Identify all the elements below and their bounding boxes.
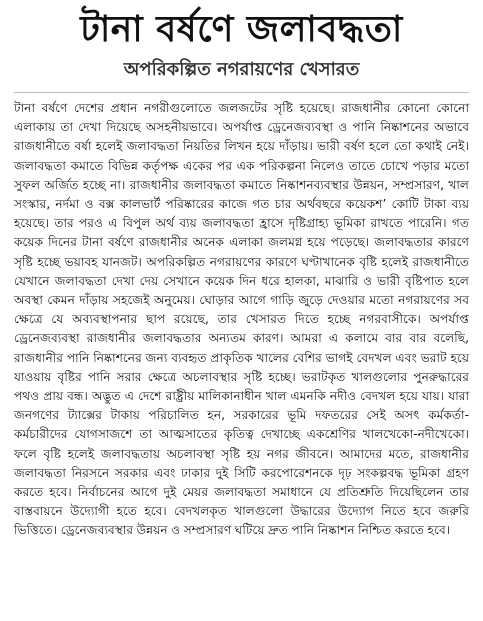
subheadline: অপরিকল্পিত নগরায়ণের খেসারত (123, 59, 360, 80)
article-body: টানা বর্ষণে দেশের প্রধান নগরীগুলোতে জলজটের সৃষ্টি হয়েছে। রাজধানীর কোনো কোনো এলাকায় তা দেখা দিয়েছে অসহনীয়ভাবে। অপর্যাপ্ত ড্রেনেজব্যবস্থা ও পানি নিষ্কাশনের অভাবে রাজধানীতে বর্ষা হলেই জলাবদ্ধতা নিয়তির লিখন হয়ে দাঁড়ায়। ভারী বর্ষণ হলে তো কথাই নেই। জলাবদ্ধতা কমাতে বিভিন্ন কর্তৃপক্ষ একের পর এক পরিকল্পনা নিলেও তাতে চোখে পড়ার মতো সুফল অর্জিত হচ্ছে না। রাজধানীর জলাবদ্ধতা কমাতে নিষ্কাশনব্যবস্থার উন্নয়ন, সম্প্রসারণ, খাল সংস্কার, নর্দমা ও বক্স কালভার্ট পরিষ্কারের কাজে গত চার অর্থবছরে কয়েকশ’ কোটি টাকা ব্যয় হয়েছে। তার পরও এ বিপুল অর্থ ব্যয় জলাবদ্ধতা হ্রাসে দৃষ্টিগ্রাহ্য ভূমিকা রাখতে পারেনি। গত কয়েক দিনের টানা বর্ষণে রাজধানীর অনেক এলাকা জলমগ্ন হয়ে পড়েছে। জলাবদ্ধতার কারণে সৃষ্টি হচ্ছে ভয়াবহ যানজট। অপরিকল্পিত নগরায়ণের কারণে ঘণ্টাখানেক বৃষ্টি হলেই রাজধানীতে যেখানে জলাবদ্ধতা দেখা দেয় সেখানে কয়েক দিন ধরে হালকা, মাঝারি ও ভারী বৃষ্টিপাত হলে অবস্থা কেমন দাঁড়ায় সহজেই অনুমেয়। ঘোড়ার আগে গাড়ি জুড়ে দেওয়ার মতো নগরায়ণের সব ক্ষেত্রে যে অব্যবস্থাপনার ছাপ রয়েছে, তার খেসারত দিতে হচ্ছে নগরবাসীকে। অপর্যাপ্ত ড্রেনেজব্যবস্থা রাজধানীর জলাবদ্ধতার অন্যতম কারণ। আমরা এ কলামে বার বার বলেছি, রাজধানীর পানি নিষ্কাশনের জন্য ব্যবহৃত প্রাকৃতিক খালের বেশির ভাগই বেদখল এবং ভরাট হয়ে যাওয়ায় বৃষ্টির পানি সরার ক্ষেত্রে অচলাবস্থার সৃষ্টি হচ্ছে। ভরাটকৃত খালগুলোর পুনরুদ্ধারের পথও প্রায় বন্ধ। অদ্ভুত এ দেশে রাষ্ট্রীয় মালিকানাধীন খাল এমনকি নদীও বেদখল হয়ে যায়। যারা জনগণের ট্যাক্সের টাকায় পরিচালিত হন, সরকারের ভূমি দফতরের সেই অসৎ কর্মকর্তা-কর্মচারীদের যোগসাজশে তা আত্মসাতের কৃতিত্ব দেখাচ্ছে একশ্রেণির খালখেকো-নদীখেকো। ফলে বৃষ্টি হলেই জলাবদ্ধতায় অচলাবস্থা সৃষ্টি হয় নগর জীবনে। আমাদের মতে, রাজধানীর জলাবদ্ধতা নিরসনে সরকার এবং ঢাকার দুই সিটি করপোরেশনকে দৃঢ় সংকল্পবদ্ধ ভূমিকা গ্রহণ করতে হবে। নির্বাচনের আগে দুই মেয়র জলাবদ্ধতা সমাধানে যে প্রতিশ্রুতি দিয়েছিলেন তার বাস্তবায়নে উদ্যোগী হতে হবে। বেদখলকৃত খালগুলো উদ্ধারের উদ্যোগ নিতে হবে জরুরি ভিত্তিতে। ড্রেনেজব্যবস্থার উন্নয়ন ও সম্প্রসারণ ঘটিয়ে দ্রুত পানি নিষ্কাশন নিশ্চিত করতে হবে। (14, 101, 469, 538)
headline: টানা বর্ষণে জলাবদ্ধতা (80, 9, 403, 50)
divider (14, 92, 469, 93)
